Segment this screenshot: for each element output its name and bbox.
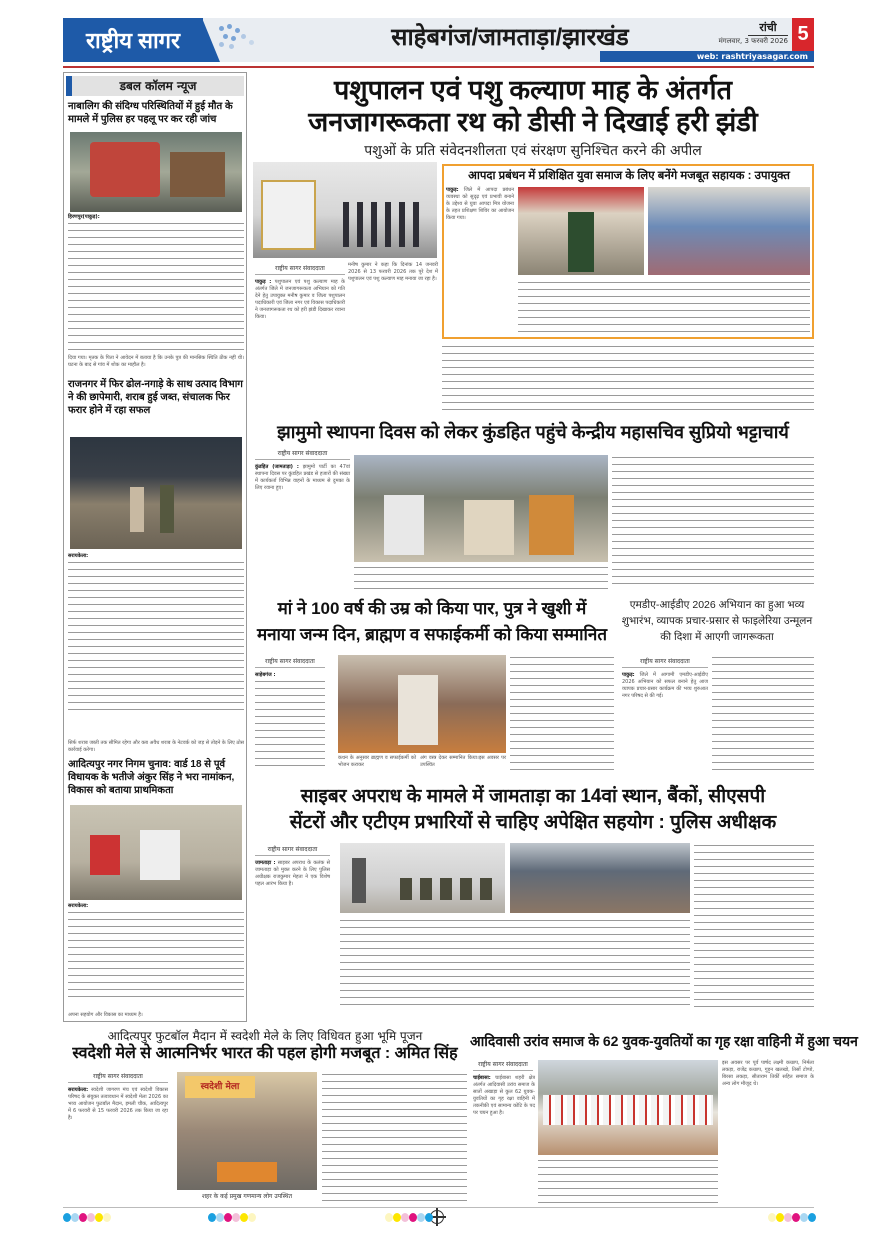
- mother-caption-left: कथन के अनुसार ब्राह्मण व सफाईकर्मी को भोजन कराकर: [338, 755, 416, 768]
- swadeshi-body-continued: [322, 1072, 467, 1202]
- story-body-ending: दिया गया। मृतक के पिता ने आवेदन में बताया है कि उनके पुत्र की मानसिक स्थिति ठीक नहीं थी। घटना के बाद से गांव में शोक का माहौल है।: [68, 355, 244, 368]
- footer-rule: [63, 1207, 814, 1208]
- disaster-body-lines: [518, 280, 810, 335]
- mother-photo: [338, 655, 506, 753]
- mda-body-continued: [712, 655, 814, 770]
- website-link[interactable]: web: rashtriyasagar.com: [600, 51, 814, 62]
- lead-photo: [253, 162, 437, 258]
- lead-body-col2: मनीष कुमार ने कहा कि दिनांक 14 जनवरी 2026 से 13 फरवरी 2026 तक पूरे देश में पशुपालन एवं पशु कल्याण माह मनाया जा रहा है।: [348, 262, 438, 282]
- byline: राष्ट्रीय सागर संवाददाता: [473, 1060, 533, 1071]
- story-body-ending: अपना सहयोग और विकास का माध्यम है।: [68, 1012, 143, 1018]
- swadeshi-intro: स्वदेशी जागरण मंच एवं स्वदेशी विकास परिषद के संयुक्त तत्वावधान में स्वदेशी मेला 2026 का भव्य आयोजन फुटबॉल मैदान, इमली चौक, आदित्यपुर में 6 फरवरी से 15 फरवरी 2026 तक किया जा रहा है।: [68, 1087, 168, 1121]
- cyber-photo-1: [340, 843, 505, 913]
- disaster-photo-2: [648, 187, 810, 275]
- story-photo: [70, 437, 242, 549]
- color-registration-marks: [208, 1213, 268, 1223]
- byline: राष्ट्रीय सागर संवाददाता: [255, 449, 350, 460]
- jmm-body: [255, 464, 350, 589]
- disaster-body: [446, 187, 514, 335]
- swadeshi-body: [68, 1087, 168, 1202]
- byline: राष्ट्रीय सागर संवाददाता: [68, 1072, 168, 1083]
- lead-body-col1: [255, 279, 345, 414]
- cyber-intro: साइबर अपराध के कलंक से जामताड़ा को मुक्त करने के लिए पुलिस अधीक्षक राजकुमार मेहता ने एक विशेष पहल आरंभ किया है।: [255, 860, 330, 887]
- byline: राष्ट्रीय सागर संवाददाता: [255, 657, 325, 668]
- issue-date: मंगलवार, 3 फरवरी 2026: [718, 37, 788, 45]
- jmm-photo: [354, 455, 608, 562]
- mother-headline-line1[interactable]: मां ने 100 वर्ष की उम्र को किया पार, पुत्र ने खुशी में: [277, 599, 587, 618]
- swadeshi-photo: [177, 1072, 317, 1190]
- disaster-intro: जिले में आपदा प्रबंधन व्यवस्था को सुदृढ़ एवं प्रभावी बनाने के उद्देश्य से युवा आपदा मित्र योजना के तहत प्रशिक्षण शिविर का आयोजन किया गया।: [446, 187, 514, 221]
- cyber-headline-line2[interactable]: सेंटरों और एटीएम प्रभारियों से चाहिए अपेक्षित सहयोग : पुलिस अधीक्षक: [289, 812, 777, 833]
- lead-headline-line2[interactable]: जनजागरूकता रथ को डीसी ने दिखाई हरी झंडी: [308, 107, 758, 137]
- story-photo: [70, 805, 242, 900]
- byline: राष्ट्रीय सागर संवाददाता: [622, 657, 708, 668]
- story-body: [68, 553, 244, 713]
- cyber-headline-line1[interactable]: साइबर अपराध के मामले में जामताड़ा का 14वां स्थान, बैंकों, सीएसपी: [300, 786, 766, 807]
- story-body: [68, 903, 244, 1011]
- lead-headline-line1[interactable]: पशुपालन एवं पशु कल्याण माह के अंतर्गत: [333, 75, 733, 105]
- cyber-body-continued: [340, 918, 690, 1010]
- dateline: पाकुड़:: [622, 672, 635, 678]
- mda-body: [622, 672, 708, 770]
- lead-body-continued: [442, 344, 814, 414]
- header-divider: [63, 66, 814, 68]
- page-number: 5: [792, 18, 814, 51]
- dateline: हिरणपुर(पाकुड़):: [68, 214, 100, 220]
- oraon-headline[interactable]: आदिवासी उरांव समाज के 62 युवक-युवतियों का गृह रक्षा वाहिनी में हुआ चयन: [470, 1033, 858, 1049]
- section-title: डबल कॉलम न्यूज: [66, 76, 244, 96]
- color-registration-marks: [385, 1213, 445, 1223]
- dateline: साहेबगंज :: [255, 672, 276, 678]
- cyber-photo-2: [510, 843, 690, 913]
- dots-decoration: [215, 22, 275, 52]
- oraon-ending: इस अवसर पर पूर्व पार्षद लक्ष्मी कच्छप, निर्मला लकड़ा, राजेंद्र कच्छप, गुड़ुन खलखो, तिर्सो टोप्पो, बिरसा लकड़ा, सीताराम तिर्की सहित समाज के अन्य लोग मौजूद थे।: [722, 1060, 814, 1087]
- story-body: [68, 214, 244, 354]
- byline: राष्ट्रीय सागर संवाददाता: [255, 264, 345, 275]
- color-registration-marks: [768, 1213, 828, 1223]
- mda-headline[interactable]: एमडीए-आईडीए 2026 अभियान का हुआ भव्य शुभारंभ, व्यापक प्रचार-प्रसार से फाइलेरिया उन्मूलन की दिशा में आएगी जागरूकता: [621, 599, 813, 643]
- story-headline[interactable]: राजनगर में फिर ढोल-नगाड़े के साथ उत्पाद विभाग ने की छापेमारी, शराब हुई जब्त, संचालक फिर फरार होने में रहा सफल: [68, 379, 243, 416]
- oraon-group-photo: [538, 1060, 718, 1155]
- story-body-ending: सिर्फ शराब जब्ती तक सीमित रहेगा और कब अवैध शराब के नेटवर्क को जड़ से तोड़ने के लिए ठोस कार्रवाई करेगा।: [68, 740, 244, 753]
- story-headline[interactable]: आदित्यपुर नगर निगम चुनाव: वार्ड 18 से पूर्व विधायक के भतीजे अंकुर सिंह ने भरा नामांकन, विकास को बताया प्राथमिकता: [68, 759, 235, 796]
- story-photo: [70, 132, 242, 212]
- body-text-lines: [255, 679, 325, 767]
- oraon-body-continued: [538, 1158, 718, 1203]
- cyber-body-right: [694, 843, 814, 1010]
- jmm-caption-lines: [354, 565, 608, 589]
- swadeshi-caption: शहर के कई प्रमुख गणमान्य लोग उपस्थित: [201, 1193, 293, 1200]
- mother-caption-right: अंग वस्त्र देकर सम्मानित किया।इस अवसर पर उपस्थित: [420, 755, 506, 768]
- dateline: सरायकेला:: [68, 553, 89, 559]
- lead-subheadline: पशुओं के प्रति संवेदनशीलता एवं संरक्षण सुनिश्चित करने की अपील: [364, 143, 702, 159]
- color-registration-marks: [63, 1213, 123, 1223]
- dateline: पाकुड़:: [446, 187, 459, 193]
- cyber-body: [255, 860, 330, 1010]
- dateline: जामताड़ा :: [255, 860, 276, 866]
- story-headline[interactable]: नाबालिग की संदिग्ध परिस्थितियों में हुई मौत के मामले में पुलिस हर पहलू पर कर रही जांच: [68, 101, 233, 125]
- jmm-body-continued: [612, 455, 814, 589]
- dateline: सरायकेला:: [68, 903, 89, 909]
- dateline: कुंडहित (जामताड़ा) :: [255, 464, 299, 470]
- city-label: रांची: [748, 20, 788, 36]
- swadeshi-kicker: आदित्यपुर फुटबॉल मैदान में स्वदेशी मेले के लिए विधिवत हुआ भूमि पूजन: [107, 1029, 423, 1043]
- body-text-lines: [68, 221, 244, 351]
- dateline: सरायकेला:: [68, 1087, 89, 1093]
- body-text-lines: [68, 560, 244, 710]
- disaster-photo-1: [518, 187, 644, 275]
- photo-banner: स्वदेशी मेला: [185, 1076, 255, 1098]
- jmm-intro: झामुमो पार्टी का 47वां स्थापना दिवस पर कुंडहित प्रखंड से हजारों की संख्या में कार्यकर्ता विभिन्न वाहनों के माध्यम से दुमका के लिए रवाना हुए।: [255, 464, 350, 491]
- mother-body: [255, 672, 325, 768]
- mother-body-continued: [510, 655, 614, 770]
- mda-intro: जिले में आगामी एमडीए-आईडीए 2026 अभियान को सफल बनाने हेतु आज व्यापक प्रचार-प्रसार कार्यक्रम की भव्य शुरुआत नगर परिषद से की गई।: [622, 672, 708, 699]
- oraon-body: [473, 1075, 535, 1203]
- swadeshi-headline[interactable]: स्वदेशी मेले से आत्मनिर्भर भारत की पहल होगी मजबूत : अमित सिंह: [72, 1045, 458, 1062]
- byline: राष्ट्रीय सागर संवाददाता: [255, 845, 330, 856]
- dateline: पाकुड़ :: [255, 279, 272, 285]
- newspaper-logo: राष्ट्रीय सागर: [63, 18, 203, 62]
- edition-title: साहेबगंज/जामताड़ा/झारखंड: [391, 24, 629, 51]
- body-text-lines: [68, 910, 244, 1002]
- disaster-headline[interactable]: आपदा प्रबंधन में प्रशिक्षित युवा समाज के लिए बनेंगे मजबूत सहायक : उपायुक्त: [468, 170, 790, 182]
- lead-intro: पशुपालन एवं पशु कल्याण माह के अंतर्गत जिले में जनजागरूकता अभियान को गति देने हेतु उपायुक्त मनीष कुमार व जिला पशुपालन पदाधिकारी एवं जिला नगर एवं विकास पदाधिकारी ने जनजागरूकता रथ को हरी झंडी दिखाकर रवाना किया।: [255, 279, 345, 320]
- jmm-headline[interactable]: झामुमो स्थापना दिवस को लेकर कुंडहित पहुंचे केन्द्रीय महासचिव सुप्रियो भट्टाचार्य: [277, 422, 789, 442]
- mother-headline-line2[interactable]: मनाया जन्म दिन, ब्राह्मण व सफाईकर्मी को किया सम्मानित: [256, 625, 608, 644]
- oraon-intro: चाईबासा शहरी क्षेत्र अंतर्गत आदिवासी उरांव समाज के सातों अखाड़ा से कुल 62 युवक-युवतियों का गृह रक्षा वाहिनी में तकनीकी एवं सामान्य कोटि के पद पर चयन हुआ है।: [473, 1075, 536, 1116]
- dateline: चाईबासा:: [473, 1075, 491, 1081]
